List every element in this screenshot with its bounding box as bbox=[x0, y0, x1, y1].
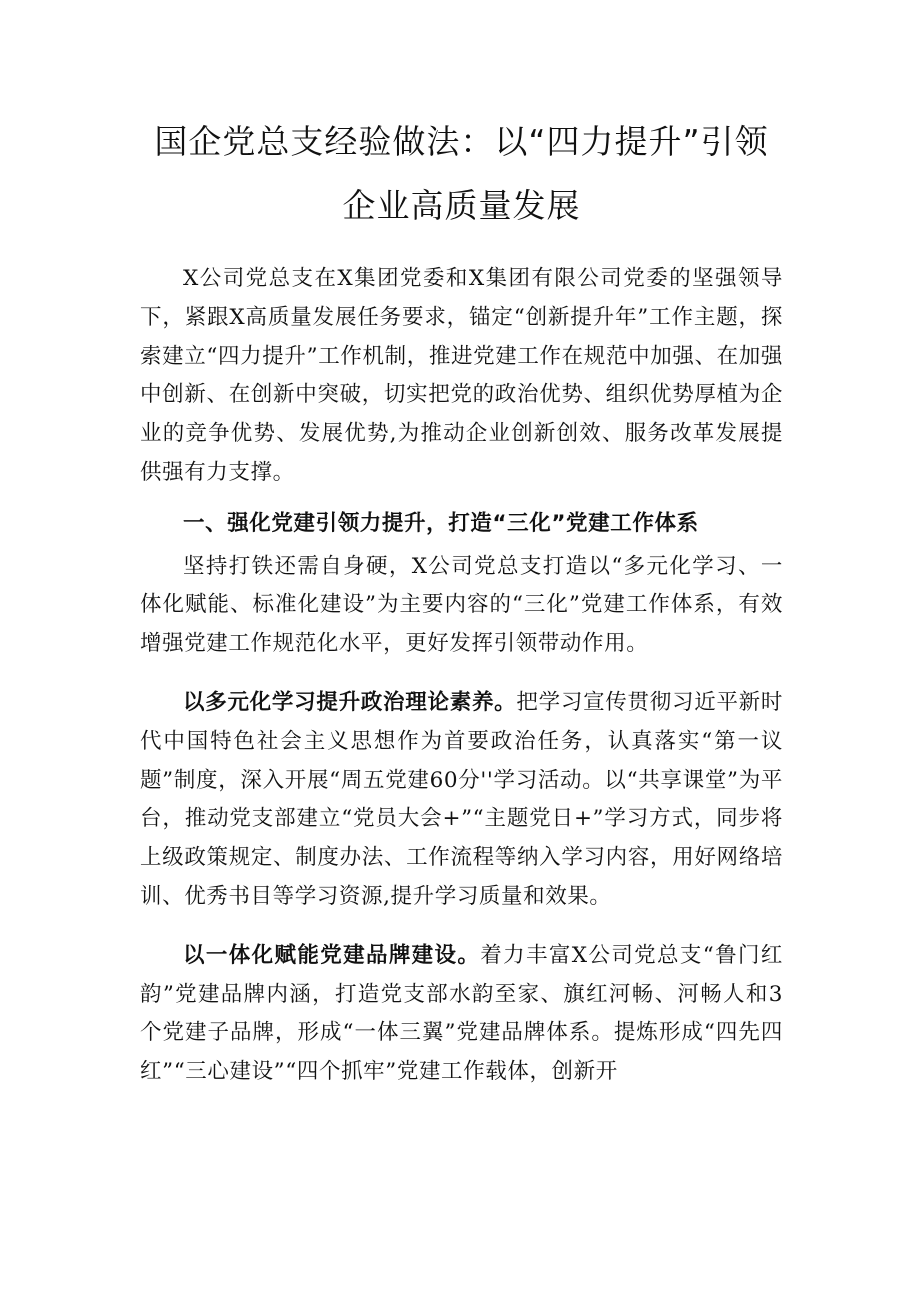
item-1-lead: 以多元化学习提升政治理论素养。 bbox=[183, 689, 517, 715]
title-line-2: 企业高质量发展 bbox=[342, 186, 581, 225]
item-2-lead: 以一体化赋能党建品牌建设。 bbox=[183, 942, 481, 968]
item-1-body: 把学习宣传贯彻习近平新时代中国特色社会主义思想作为首要政治任务，认真落实“第一议题”制度，深入开展“周五党建60分''学习活动。以“共享课堂”为平台，推动党支部建立“党员大会+”“主题党日+”学习方式，同步将上级政策规定、制度办法、工作流程等纳入学习内容，用好网络培训、优秀书目等学习资源,提升学习质量和效果。 bbox=[140, 689, 783, 909]
document-title bbox=[140, 110, 783, 238]
item-2-body: 着力丰富X公司党总支“鲁门红韵”党建品牌内涵，打造党支部水韵至家、旗红河畅、河畅人和3个党建子品牌，形成“一体三翼”党建品牌体系。提炼形成“四先四红”“三心建设”“四个抓牢”党建工作载体，创新开 bbox=[140, 942, 783, 1085]
item-2-paragraph bbox=[140, 937, 783, 1092]
title-line-1: 国企党总支经验做法：以“四力提升”引领 bbox=[154, 122, 769, 161]
section-1-paragraph: 坚持打铁还需自身硬，X公司党总支打造以“多元化学习、一体化赋能、标准化建设”为主要内容的“三化”党建工作体系，有效增强党建工作规范化水平，更好发挥引领带动作用。 bbox=[140, 553, 783, 657]
section-1-heading: 一、强化党建引领力提升，打造“三化”党建工作体系 bbox=[183, 510, 699, 536]
document-page bbox=[140, 110, 783, 1092]
intro-paragraph: X公司党总支在X集团党委和X集团有限公司党委的坚强领导下，紧跟X高质量发展任务要求，锚定“创新提升年”工作主题，探索建立“四力提升”工作机制，推进党建工作在规范中加强、在加强中创新、在创新中突破，切实把党的政治优势、组织优势厚植为企业的竞争优势、发展优势,为推动企业创新创效、服务改革发展提供强有力支撑。 bbox=[140, 266, 783, 485]
item-1-paragraph bbox=[140, 684, 783, 917]
